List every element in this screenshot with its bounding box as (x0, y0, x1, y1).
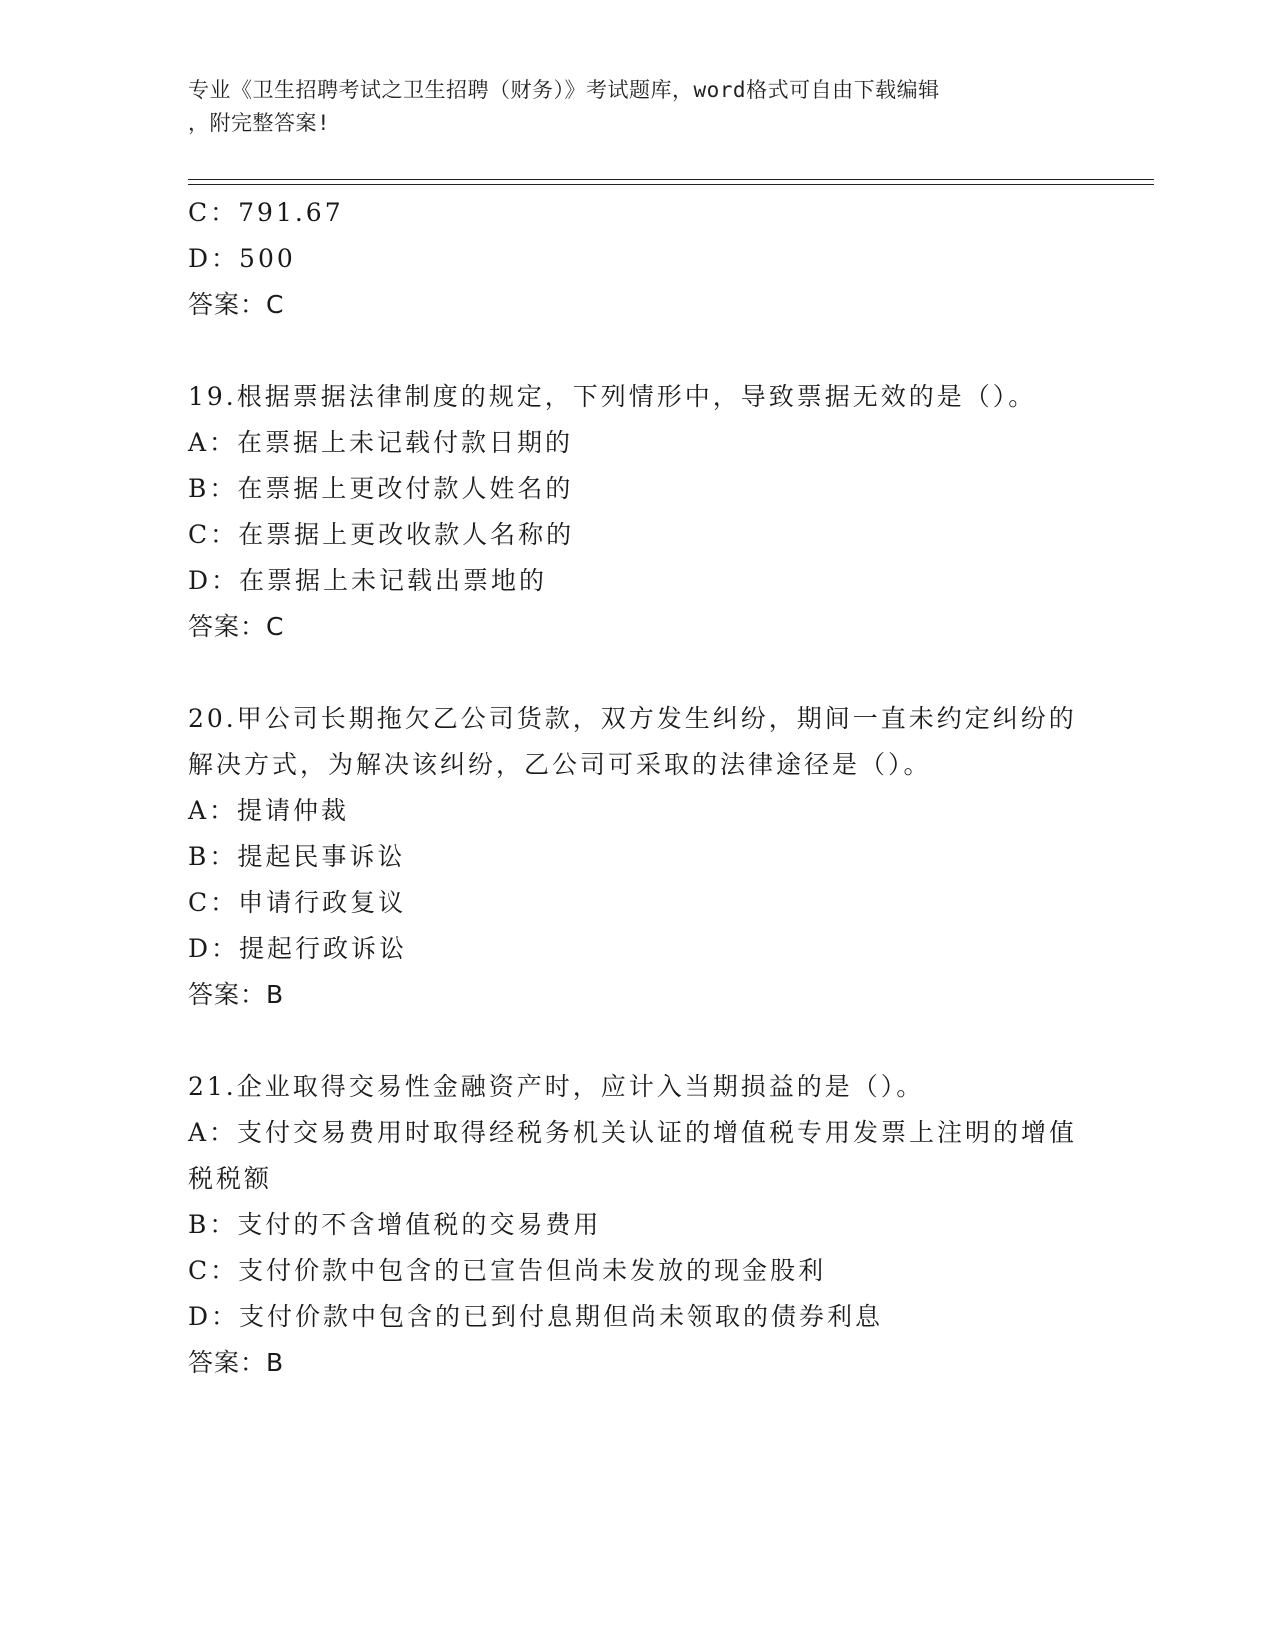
header-divider-top (188, 179, 1154, 180)
option-d: D：支付价款中包含的已到付息期但尚未领取的债券利息 (188, 1302, 884, 1331)
header-title-line2: ，附完整答案! (188, 111, 331, 135)
question-block (188, 696, 1088, 1018)
option-b: B：提起民事诉讼 (188, 842, 406, 871)
header-divider-bottom (188, 184, 1154, 185)
option-c: C：申请行政复议 (188, 888, 407, 917)
option-c: C：791.67 (188, 198, 344, 227)
header-title-line1: 专业《卫生招聘考试之卫生招聘（财务）》考试题库，word格式可自由下载编辑 (188, 78, 940, 102)
question-block (188, 374, 1088, 650)
answer-line: 答案：C (188, 290, 285, 319)
question-list (188, 190, 1088, 1386)
question-stem: 20.甲公司长期拖欠乙公司货款，双方发生纠纷，期间一直未约定纠纷的解决方式，为解决该纠纷，乙公司可采取的法律途径是（）。 (188, 704, 1077, 779)
spacer (188, 328, 1088, 374)
answer-line: 答案：C (188, 612, 285, 641)
option-d: D：在票据上未记载出票地的 (188, 566, 548, 595)
option-a: A：在票据上未记载付款日期的 (188, 428, 574, 457)
answer-line: 答案：B (188, 980, 285, 1009)
option-b: B：支付的不含增值税的交易费用 (188, 1210, 602, 1239)
option-c: C：支付价款中包含的已宣告但尚未发放的现金股利 (188, 1256, 827, 1285)
option-d: D：提起行政诉讼 (188, 934, 408, 963)
option-a: A：支付交易费用时取得经税务机关认证的增值税专用发票上注明的增值税税额 (188, 1118, 1078, 1193)
spacer (188, 650, 1088, 696)
option-d: D：500 (188, 244, 296, 273)
option-b: B：在票据上更改付款人姓名的 (188, 474, 574, 503)
question-block (188, 1064, 1088, 1386)
document-header (188, 74, 1088, 140)
question-stem: 19.根据票据法律制度的规定，下列情形中，导致票据无效的是（）。 (188, 382, 1037, 411)
question-stem: 21.企业取得交易性金融资产时，应计入当期损益的是（）。 (188, 1072, 925, 1101)
option-a: A：提请仲裁 (188, 796, 350, 825)
answer-line: 答案：B (188, 1348, 285, 1377)
option-c: C：在票据上更改收款人名称的 (188, 520, 575, 549)
spacer (188, 1018, 1088, 1064)
